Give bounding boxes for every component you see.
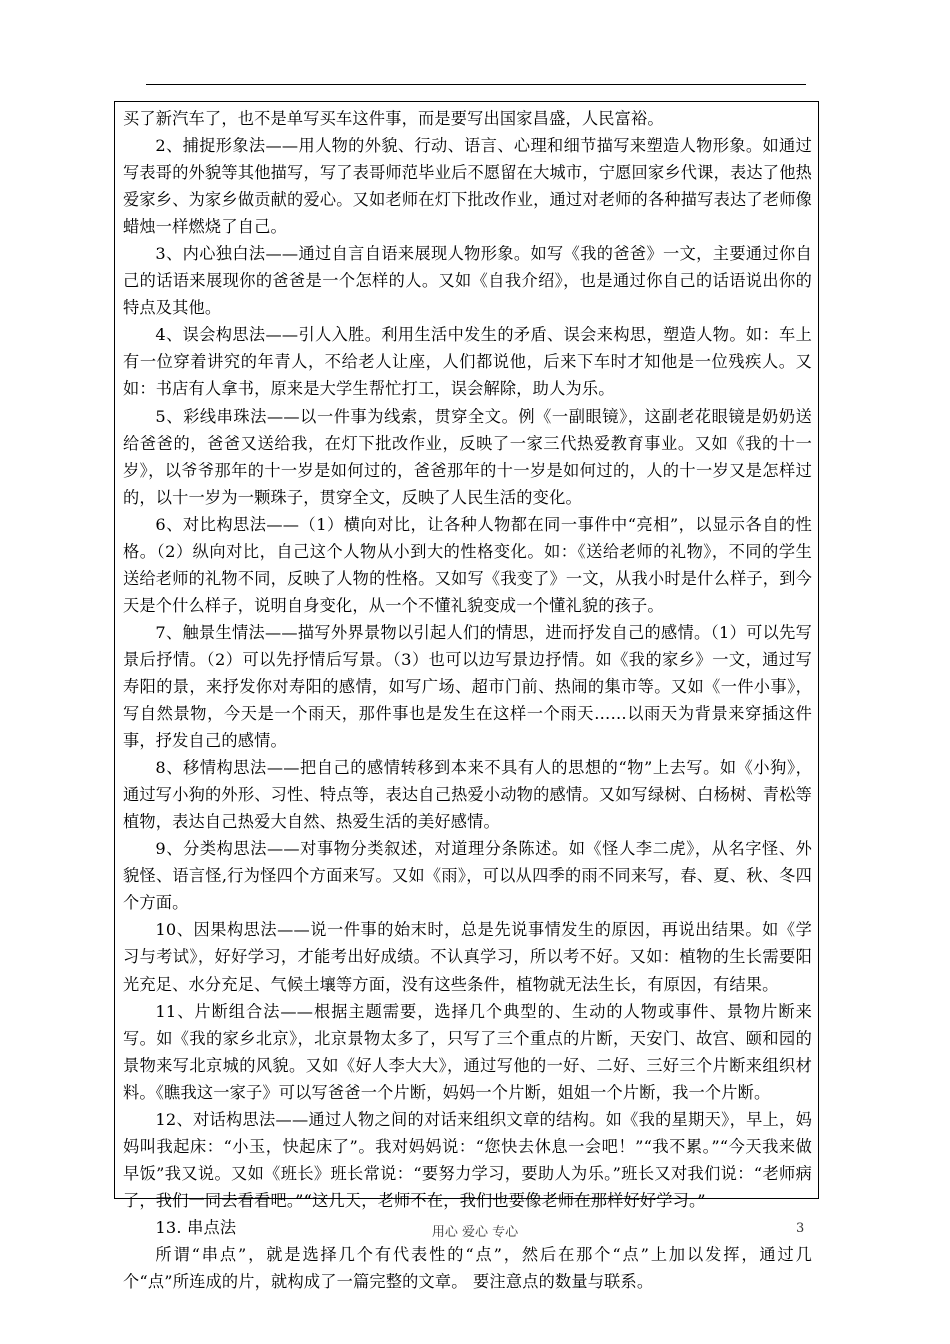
paragraph-method-2: 2、捕捉形象法——用人物的外貌、行动、语言、心理和细节描写来塑造人物形象。如通过写表哥的外貌等其他描写，写了表哥师范毕业后不愿留在大城市，宁愿回家乡代课，表达了他热爱家乡、为家乡做贡献的爱心。又如老师在灯下批改作业，通过对老师的各种描写表达了老师像蜡烛一样燃烧了自己。	[123, 136, 812, 237]
footer-motto: 用心 爱心 专心	[431, 1225, 519, 1240]
page-number: 3	[796, 1221, 805, 1236]
paragraph-method-5: 5、彩线串珠法——以一件事为线索，贯穿全文。例《一副眼镜》，这副老花眼镜是奶奶送给爸爸的，爸爸又送给我，在灯下批改作业，反映了一家三代热爱教育事业。又如《我的十一岁》，以爷爷那年的十一岁是如何过的，爸爸那年的十一岁是如何过的，人的十一岁又是怎样过的，以十一岁为一颗珠子，贯穿全文，反映了人民生活的变化。	[123, 406, 812, 507]
paragraph-method-7: 7、触景生情法——描写外界景物以引起人们的情思，进而抒发自己的感情。（1）可以先写景后抒情。（2）可以先抒情后写景。（3）也可以边写景边抒情。如《我的家乡》一文，通过写寿阳的景，来抒发你对寿阳的感情，如写广场、超市门前、热闹的集市等。又如《一件小事》，写自然景物，今天是一个雨天，那件事也是发生在这样一个雨天……以雨天为背景来穿插这件事，抒发自己的感情。	[123, 622, 812, 751]
paragraph-continuation: 买了新汽车了，也不是单写买车这件事，而是要写出国家昌盛，人民富裕。	[123, 109, 664, 128]
paragraph-method-3: 3、内心独白法——通过自言自语来展现人物形象。如写《我的爸爸》一文，主要通过你自己的话语来展现你的爸爸是一个怎样的人。又如《自我介绍》，也是通过你自己的话语说出你的特点及其他。	[123, 244, 812, 318]
paragraph-method-12: 12、对话构思法——通过人物之间的对话来组织文章的结构。如《我的星期天》，早上，妈妈叫我起床：“小玉，快起床了”。我对妈妈说：“您快去休息一会吧！”“我不累。”“今天我来做早饭”我又说。又如《班长》班长常说：“要努力学习，要助人为乐。”班长又对我们说：“老师病了，我们一同去看看吧。”“这几天，老师不在，我们也要像老师在那样好好学习。”	[123, 1109, 812, 1210]
paragraph-method-6: 6、对比构思法——（1）横向对比，让各种人物都在同一事件中“亮相”，以显示各自的性格。（2）纵向对比，自己这个人物从小到大的性格变化。如：《送给老师的礼物》，不同的学生送给老师的礼物不同，反映了人物的性格。又如写《我变了》一文，从我小时是什么样子，到今天是个什么样子，说明自身变化，从一个不懂礼貌变成一个懂礼貌的孩子。	[123, 514, 812, 615]
paragraph-method-8: 8、移情构思法——把自己的感情转移到本来不具有人的思想的“物”上去写。如《小狗》，通过写小狗的外形、习性、特点等，表达自己热爱小动物的感情。又如写绿树、白杨树、青松等植物，表达自己热爱大自然、热爱生活的美好感情。	[123, 758, 812, 832]
paragraph-method-10: 10、因果构思法——说一件事的始末时，总是先说事情发生的原因，再说出结果。如《学习与考试》，好好学习，才能考出好成绩。不认真学习，所以考不好。又如：植物的生长需要阳光充足、水分充足、气候土壤等方面，没有这些条件，植物就无法生长，有原因，有结果。	[123, 920, 812, 994]
paragraph-method-4: 4、误会构思法——引人入胜。利用生活中发生的矛盾、误会来构思，塑造人物。如：车上有一位穿着讲究的年青人，不给老人让座，人们都说他，后来下车时才知他是一位残疾人。又如：书店有人拿书，原来是大学生帮忙打工，误会解除，助人为乐。	[123, 325, 812, 399]
paragraph-method-13: 所谓“串点”，就是选择几个有代表性的“点”，然后在那个“点”上加以发挥，通过几个“点”所连成的片，就构成了一篇完整的文章。 要注意点的数量与联系。	[123, 1244, 812, 1292]
section-heading-13: 13. 串点法	[155, 1217, 237, 1237]
paragraph-method-9: 9、分类构思法——对事物分类叙述，对道理分条陈述。如《怪人李二虎》，从名字怪、外貌怪、语言怪,行为怪四个方面来写。又如《雨》，可以从四季的雨不同来写，春、夏、秋、冬四个方面。	[123, 839, 812, 913]
paragraph-method-11: 11、片断组合法——根据主题需要，选择几个典型的、生动的人物或事件、景物片断来写。如《我的家乡北京》，北京景物太多了，只写了三个重点的片断，天安门、故宫、颐和园的景物来写北京城的风貌。又如《好人李大大》，通过写他的一好、二好、三好三个片断来组织材料。《瞧我这一家子》可以写爸爸一个片断，妈妈一个片断，姐姐一个片断，我一个片断。	[123, 1001, 812, 1102]
header-rule	[146, 84, 806, 85]
